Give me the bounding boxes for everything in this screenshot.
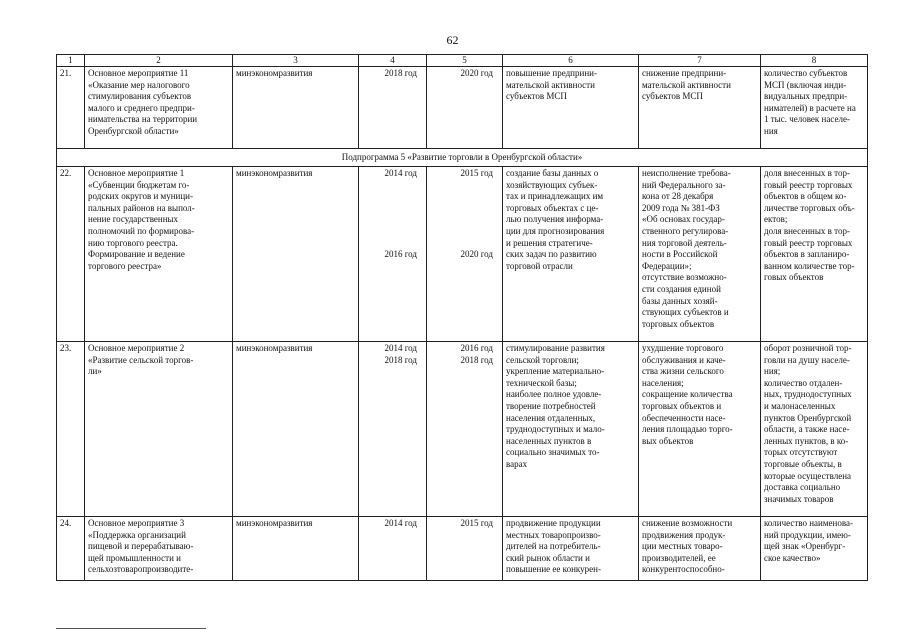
end-year-1: 2015 год [460,168,493,178]
column-header: 2 [85,55,233,67]
table-row [57,517,868,581]
measure-name: Основное мероприятие 3 «Поддержка организаций пищевой и перерабатываю- щей промышленности и сельхозтоваропроизводите- [85,517,233,581]
page-number: 62 [446,33,459,47]
indicators: оборот розничной тор- говли на душу населе- ния; количество отдален- ных, труднодоступных и малонаселенных пунктов Оренбургской области, а также насе- ленных пунктов, в ко- торых отсутствуют торговые объекты, в которые осуществлена доставка социально значимых товаров [761,342,868,517]
expected-result: продвижение продукции местных товаропроизво- дителей на потребитель- ский рынок области и повышение ее конкурен- [503,517,639,581]
subprogram-row [57,149,868,167]
executor: минэкономразвития [233,167,359,342]
start-year: 2018 год [359,67,427,149]
consequences: ухудшение торгового обслуживания и каче- ства жизни сельского населения; сокращение количества торговых объектов и обеспеченности насе- ления площадью торго- вых объектов [639,342,761,517]
executor: минэкономразвития [233,517,359,581]
executor: минэкономразвития [233,67,359,149]
expected-result: создание базы данных о хозяйствующих субъек- тах и принадлежащих им торговых объектах с це- лью получения информа- ции для прогнозирования и решения стратегиче- ских задач по развитию торговой отрасли [503,167,639,342]
column-header: 5 [427,55,503,67]
expected-result: стимулирование развития сельской торговли; укрепление материально- технической базы; наиболее полное удовле- творение потребностей населения отдаленных, труднодоступных и мало- населенных пунктов в социально значимых то- варах [503,342,639,517]
subprogram-title: Подпрограмма 5 «Развитие торговли в Оренбургской области» [57,149,868,167]
row-number: 22. [57,167,85,342]
indicators: количество субъектов МСП (включая инди- видуальных предпри- нимателей) в расчете на 1 тыс. человек населе- ния [761,67,868,149]
expected-result: повышение предприни- мательской активности субъектов МСП [503,67,639,149]
start-year-2: 2016 год [384,248,417,259]
row-number: 21. [57,67,85,149]
column-header: 4 [359,55,427,67]
end-year-1: 2016 год [460,343,493,353]
consequences: снижение возможности продвижения продук- ции местных товаро- производителей, ее конкурентоспособно- [639,517,761,581]
consequences: снижение предприни- мательской активности субъектов МСП [639,67,761,149]
column-header: 6 [503,55,639,67]
start-year-1: 2014 год [384,343,417,353]
measure-name: Основное мероприятие 11 «Оказание мер налогового стимулирования субъектов малого и среднего предпри- нимательства на территории Оренбургской области» [85,67,233,149]
measure-name: Основное мероприятие 2 «Развитие сельской торгов- ли» [85,342,233,517]
column-header: 1 [57,55,85,67]
measures-table [56,54,868,581]
end-year: 2015 год [427,517,503,581]
executor: минэкономразвития [233,342,359,517]
column-header: 3 [233,55,359,67]
column-header: 8 [761,55,868,67]
end-year-2: 2018 год [460,354,493,365]
table-row [57,167,868,342]
start-year-1: 2014 год [384,168,417,178]
row-number: 23. [57,342,85,517]
end-year: 2020 год [427,67,503,149]
start-year [359,167,427,342]
indicators: количество наименова- ний продукции, имею- щей знак «Оренбург- ское качество» [761,517,868,581]
measure-name: Основное мероприятие 1 «Субвенции бюджетам го- родских округов и муници- пальных районов на выпол- нение государственных полномочий по формирова- нию торгового реестра. Формирование и ведение торгового реестра» [85,167,233,342]
start-year [359,342,427,517]
start-year-2: 2018 год [384,354,417,365]
indicators: доля внесенных в тор- говый реестр торговых объектов в общем ко- личестве торговых объ- ектов; доля внесенных в тор- говый реестр торговых объектов в запланиро- ванном количестве тор- говых объектов [761,167,868,342]
table-row [57,342,868,517]
end-year-2: 2020 год [460,248,493,259]
table-header-row [57,55,868,67]
start-year: 2014 год [359,517,427,581]
consequences: неисполнение требова- ний Федерального за- кона от 28 декабря 2009 года № 381-ФЗ «Об основах государ- ственного регулирова- ния торговой деятель- ности в Российской Федерации»; отсутствие возможно- сти создания единой базы данных хозяй- ствующих субъектов и торговых объектов [639,167,761,342]
end-year [427,167,503,342]
row-number: 24. [57,517,85,581]
column-header: 7 [639,55,761,67]
footnote-divider [56,628,206,629]
end-year [427,342,503,517]
table-row [57,67,868,149]
